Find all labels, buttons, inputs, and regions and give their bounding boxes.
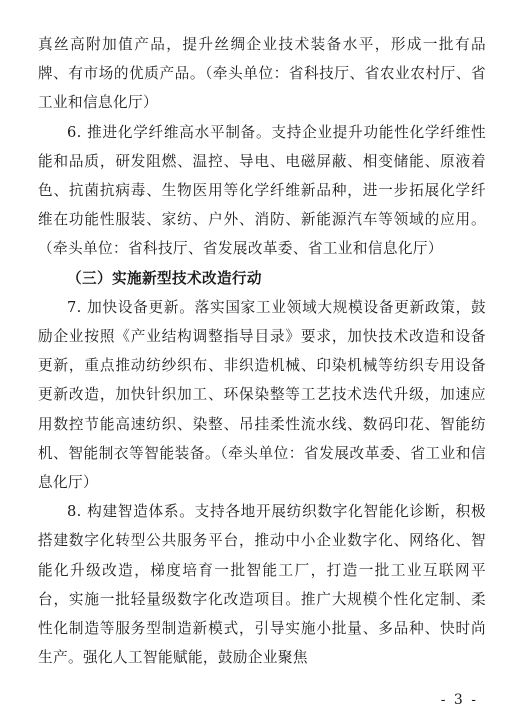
document-body <box>38 30 486 672</box>
paragraph-item-7: 7. 加快设备更新。落实国家工业领域大规模设备更新政策，鼓励企业按照《产业结构调整指导目录》要求，加快技术改造和设备更新，重点推动纺纱织布、非织造机械、印染机械等纺织专用设备更新改造，加快针织加工、环保染整等工艺技术迭代升级，加速应用数控节能高速纺织、染整、吊挂柔性流水线、数码印花、智能纺机、智能制衣等智能装备。（牵头单位：省发展改革委、省工业和信息化厅） <box>38 298 486 492</box>
paragraph-continued: 真丝高附加值产品，提升丝绸企业技术装备水平，形成一批有品牌、有市场的优质产品。（牵头单位：省科技厅、省农业农村厅、省工业和信息化厅） <box>38 36 486 112</box>
page-number: - 3 - <box>440 692 478 708</box>
paragraph-item-8: 8. 构建智造体系。支持各地开展纺织数字化智能化诊断，积极搭建数字化转型公共服务平台，推动中小企业数字化、网络化、智能化升级改造，梯度培育一批智能工厂，打造一批工业互联网平台，实施一批轻量级数字化改造项目。推广大规模个性化定制、柔性化制造等服务型制造新模式，引导实施小批量、多品种、快时尚生产。强化人工智能赋能，鼓励企业聚焦 <box>38 503 486 667</box>
paragraph-item-6: 6. 推进化学纤维高水平制备。支持企业提升功能性化学纤维性能和品质，研发阻燃、温控、导电、电磁屏蔽、相变储能、原液着色、抗菌抗病毒、生物医用等化学纤维新品种，进一步拓展化学纤维在功能性服装、家纺、户外、消防、新能源汽车等领域的应用。（牵头单位：省科技厅、省发展改革委、省工业和信息化厅） <box>38 123 486 258</box>
section-heading: （三）实施新型技术改造行动 <box>67 269 262 287</box>
